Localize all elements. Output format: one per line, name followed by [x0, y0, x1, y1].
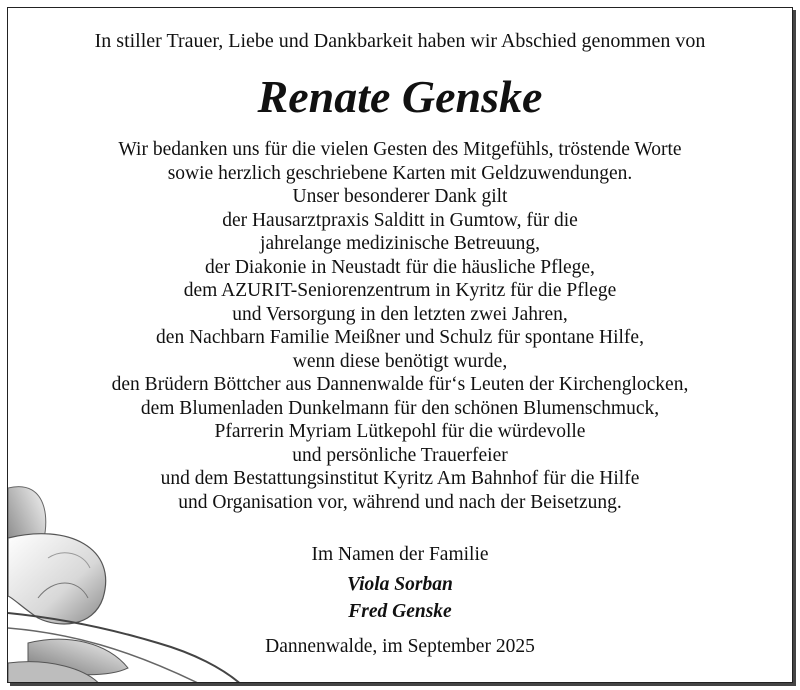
text-line: und dem Bestattungsinstitut Kyritz Am Bahnhof für die Hilfe	[160, 468, 640, 489]
text-line: dem Blumenladen Dunkelmann für den schönen Blumenschmuck,	[140, 397, 660, 419]
obituary-notice	[7, 7, 793, 683]
text-line: der Diakonie in Neustadt für die häusliche Pflege,	[205, 256, 595, 278]
text-line: sowie herzlich geschriebene Karten mit Geldzuwendungen.	[167, 162, 633, 184]
text-line: und Organisation vor, während und nach der Beisetzung.	[178, 491, 622, 513]
text-line: dem AZURIT-Seniorenzentrum in Kyritz für die Pflege	[183, 280, 617, 301]
gratitude-text	[8, 138, 792, 514]
text-line: jahrelange medizinische Betreuung,	[260, 233, 540, 254]
place-date: Dannenwalde, im September 2025	[265, 636, 535, 657]
signature-name: Viola Sorban	[347, 574, 453, 595]
text-line: und persönliche Trauerfeier	[292, 444, 508, 466]
deceased-name: Renate Genske	[257, 71, 543, 122]
family-line: Im Namen der Familie	[311, 544, 489, 565]
text-line: und Versorgung in den letzten zwei Jahren,	[232, 303, 568, 325]
text-line: wenn diese benötigt wurde,	[292, 350, 508, 372]
text-line: Unser besonderer Dank gilt	[292, 186, 508, 207]
text-line: Pfarrerin Myriam Lütkepohl für die würdevolle	[214, 421, 586, 442]
text-line: der Hausarztpraxis Salditt in Gumtow, für die	[222, 209, 578, 231]
text-line: den Brüdern Böttcher aus Dannenwalde für‘s Leuten der Kirchenglocken,	[111, 374, 689, 395]
text-line: den Nachbarn Familie Meißner und Schulz für spontane Hilfe,	[156, 327, 644, 348]
text-line: Wir bedanken uns für die vielen Gesten des Mitgefühls, tröstende Worte	[118, 139, 682, 160]
signature-name: Fred Genske	[348, 601, 452, 622]
intro-text: In stiller Trauer, Liebe und Dankbarkeit haben wir Abschied genommen von	[94, 30, 706, 52]
